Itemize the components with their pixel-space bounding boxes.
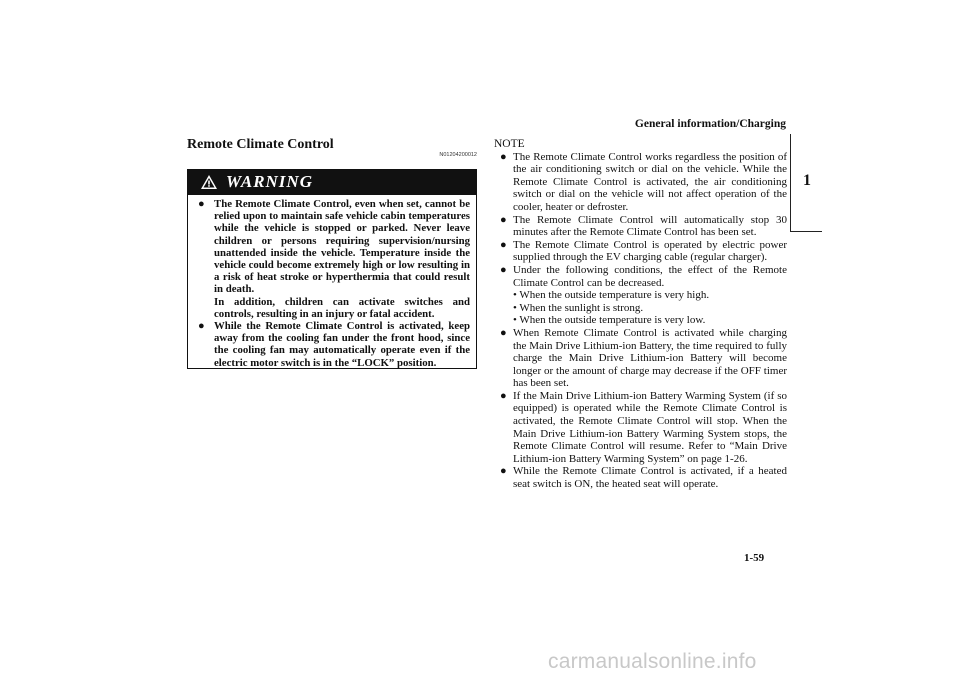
bullet-dot-icon: ● <box>500 238 507 251</box>
bullet-dot-icon: ● <box>500 263 507 276</box>
note-item <box>494 465 787 490</box>
condition-item: • When the sunlight is strong. <box>513 301 644 314</box>
chapter-tab <box>790 134 822 232</box>
bullet-dot-icon: ● <box>198 198 205 210</box>
note-item <box>494 214 787 239</box>
warning-item <box>194 320 470 369</box>
note-item-text: The Remote Climate Control will automatically stop 30 minutes after the Remote Climate Control has been set. <box>513 213 787 239</box>
chapter-number: 1 <box>803 172 811 189</box>
warning-item-text: The Remote Climate Control, even when set, cannot be relied upon to maintain safe vehicle cabin temperatures while the vehicle is stopped or parked. Never leave children or persons requiring supervision/nursing unattended inside the vehicle. Temperature inside the vehicle could become extremely high or low resulting in a risk of heat stroke or hyperthermia that could result in death. <box>214 198 470 296</box>
section-title: Remote Climate Control <box>187 137 334 152</box>
note-item <box>494 327 787 390</box>
section-code: N01204200012 <box>439 152 477 158</box>
warning-title: WARNING <box>226 172 313 191</box>
note-item-text: When Remote Climate Control is activated while charging the Main Drive Lithium-ion Battery, the time required to fully charge the Main Drive Lithium-ion Battery will become longer or the amount of charge may decrease if the OFF timer has been set. <box>513 326 787 390</box>
warning-header <box>188 170 476 195</box>
condition-item: • When the outside temperature is very low. <box>513 314 706 327</box>
note-item-text: If the Main Drive Lithium-ion Battery Warming System (if so equipped) is operated while the Remote Climate Control is activated, the Remote Climate Control will stop. When the Main Drive Lithium-ion Battery Warming System stops, the Remote Climate Control will resume. Refer to “Main Drive Lithium-ion Battery Warming System” on page 1-26. <box>513 389 787 465</box>
warning-item <box>194 198 470 320</box>
bullet-dot-icon: ● <box>198 320 205 333</box>
warning-body <box>188 195 476 369</box>
note-item <box>494 390 787 466</box>
condition-item: • When the outside temperature is very high. <box>513 289 710 302</box>
note-item-text: Under the following conditions, the effect of the Remote Climate Control can be decreased. <box>513 263 787 289</box>
note-item <box>494 151 787 214</box>
note-label: NOTE <box>494 138 525 150</box>
note-section <box>494 138 787 491</box>
note-item <box>494 264 787 327</box>
note-item-text: The Remote Climate Control works regardless the position of the air conditioning switch or dial on the vehicle. While the Remote Climate Control is activated, the air conditioning switch or dial on the vehicle will not affect operation of the cooler, heater or defroster. <box>513 150 787 213</box>
warning-item-text: In addition, children can activate switches and controls, resulting in an injury or fatal accident. <box>214 295 470 320</box>
bullet-dot-icon: ● <box>500 150 507 163</box>
bullet-dot-icon: ● <box>500 465 507 478</box>
warning-item-text: While the Remote Climate Control is activated, keep away from the cooling fan under the front hood, since the cooling fan may automatically operate even if the electric motor switch is in the “LOCK” position. <box>214 320 470 369</box>
note-item <box>494 239 787 264</box>
note-item-text: While the Remote Climate Control is activated, if a heated seat switch is ON, the heated seat will operate. <box>513 465 787 491</box>
page-header: General information/Charging <box>634 118 786 130</box>
bullet-dot-icon: ● <box>500 326 507 339</box>
warning-triangle-icon <box>200 174 218 195</box>
bullet-dot-icon: ● <box>500 389 507 402</box>
note-item-text: The Remote Climate Control is operated by electric power supplied through the EV charging cable (regular charger). <box>513 238 787 264</box>
page-number: 1-59 <box>744 552 765 564</box>
bullet-dot-icon: ● <box>500 213 507 226</box>
warning-box <box>187 169 477 369</box>
watermark: carmanualsonline.info <box>548 650 757 673</box>
